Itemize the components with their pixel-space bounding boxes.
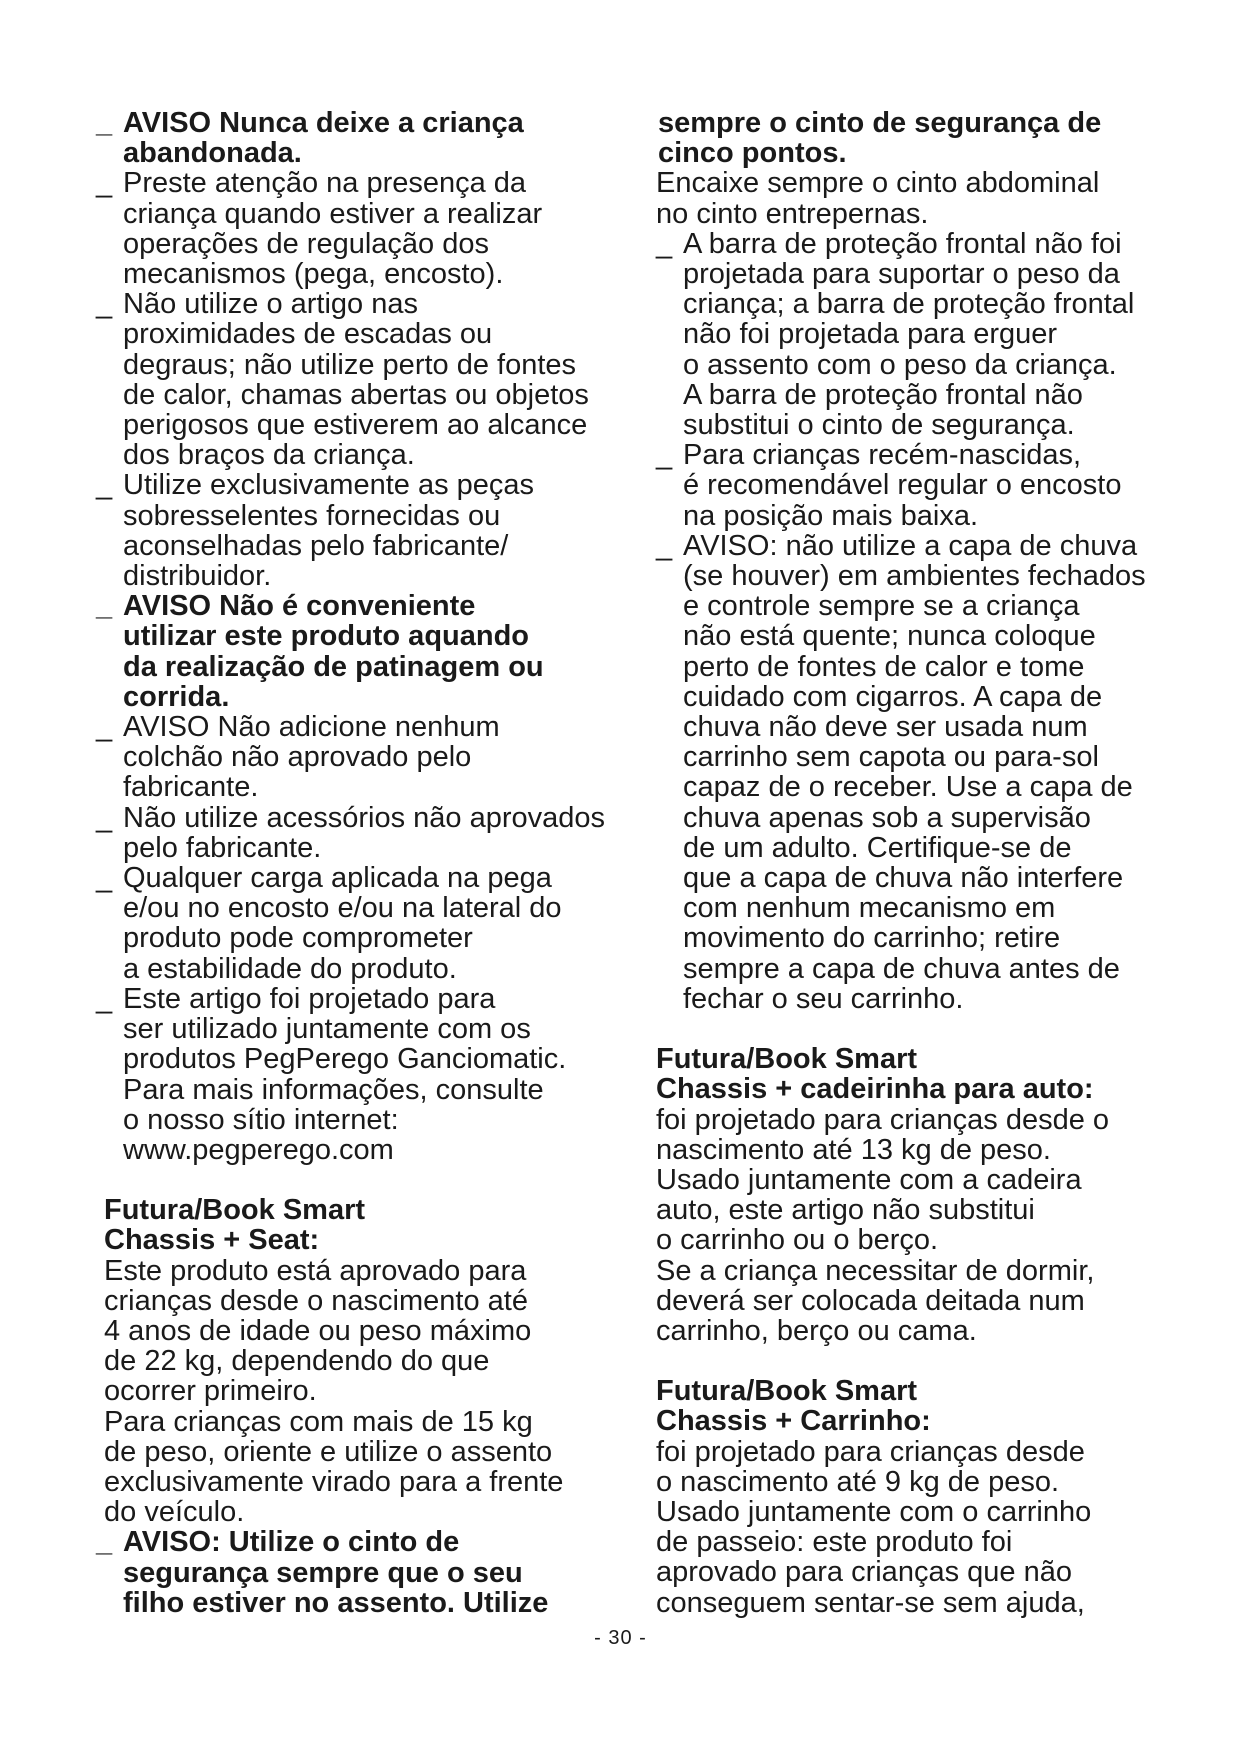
list-item: _ AVISO Não adicione nenhum colchão não aprovado pelo fabricante.: [96, 712, 616, 803]
list-item: _ Para crianças recém-nascidas, é recomendável regular o encosto na posição mais baixa.: [656, 440, 1176, 531]
section-paragraph: Usado juntamente com a cadeira auto, este artigo não substitui o carrinho ou o berço.: [656, 1163, 1082, 1257]
section-heading-carrycot: Futura/Book Smart Chassis + Carrinho:: [656, 1375, 931, 1438]
section-paragraph: Se a criança necessitar de dormir, deverá ser colocada deitada num carrinho, berço ou cama.: [656, 1254, 1095, 1347]
continuation-bold-text: sempre o cinto de segurança de cinco pontos.: [658, 107, 1102, 170]
right-column: [656, 108, 1176, 1618]
section-paragraph: Este produto está aprovado para crianças desde o nascimento até 4 anos de idade ou peso máximo de 22 kg, dependendo do que ocorrer primeiro.: [104, 1254, 532, 1408]
warning-item: _ AVISO Não é conveniente utilizar este produto aquando da realização de patinagem ou corrida.: [96, 591, 616, 712]
section-paragraph: foi projetado para crianças desde o nascimento até 9 kg de peso.: [656, 1435, 1085, 1498]
list-item: _ Qualquer carga aplicada na pega e/ou no encosto e/ou na lateral do produto pode comprometer a estabilidade do produto.: [96, 863, 616, 984]
page-number: - 30 -: [594, 1627, 647, 1649]
section-paragraph: foi projetado para crianças desde o nascimento até 13 kg de peso.: [656, 1103, 1110, 1166]
warning-item: _ AVISO Nunca deixe a criança abandonada.: [96, 108, 616, 168]
list-item: _ Este artigo foi projetado para ser utilizado juntamente com os produtos PegPerego Ganciomatic. Para mais informações, consulte o nosso sítio internet: www.pegperego.com: [96, 984, 616, 1165]
left-column: [96, 108, 616, 1618]
continuation-text: Encaixe sempre o cinto abdominal no cinto entrepernas.: [656, 167, 1100, 230]
list-item: _ Não utilize acessórios não aprovados pelo fabricante.: [96, 803, 616, 863]
list-item: _ A barra de proteção frontal não foi projetada para suportar o peso da criança; a barra de proteção frontal não foi projetada para erguer o assento com o peso da criança. A barra de proteção frontal não substitui o cinto de segurança.: [656, 229, 1176, 440]
list-item: _ Preste atenção na presença da criança quando estiver a realizar operações de regulação dos mecanismos (pega, encosto).: [96, 168, 616, 289]
warning-item: _ AVISO: Utilize o cinto de segurança sempre que o seu filho estiver no assento. Utilize: [96, 1527, 616, 1618]
list-item: _ AVISO: não utilize a capa de chuva (se houver) em ambientes fechados e controle sempre se a criança não está quente; nunca coloque perto de fontes de calor e tome cuidado com cigarros. A capa de chuva não deve ser usada num carrinho sem capota ou para-sol capaz de o receber. Use a capa de chuva apenas sob a supervisão de um adulto. Certifique-se de que a capa de chuva não interfere com nenhum mecanismo em movimento do carrinho; retire sempre a capa de chuva antes de fechar o seu carrinho.: [656, 531, 1176, 1014]
section-heading-chassis-seat: Futura/Book Smart Chassis + Seat:: [104, 1194, 366, 1257]
list-item: _ Não utilize o artigo nas proximidades de escadas ou degraus; não utilize perto de fontes de calor, chamas abertas ou objetos perigosos que estiverem ao alcance dos braços da criança.: [96, 289, 616, 470]
section-paragraph: Usado juntamente com o carrinho de passeio: este produto foi aprovado para crianças que não conseguem sentar-se sem ajuda,: [656, 1495, 1092, 1619]
list-item: _ Utilize exclusivamente as peças sobresselentes fornecidas ou aconselhadas pelo fabricante/ distribuidor.: [96, 470, 616, 591]
section-paragraph: Para crianças com mais de 15 kg de peso, oriente e utilize o assento exclusivamente virado para a frente do veículo.: [104, 1405, 564, 1529]
section-heading-car-seat: Futura/Book Smart Chassis + cadeirinha para auto:: [656, 1043, 1094, 1106]
